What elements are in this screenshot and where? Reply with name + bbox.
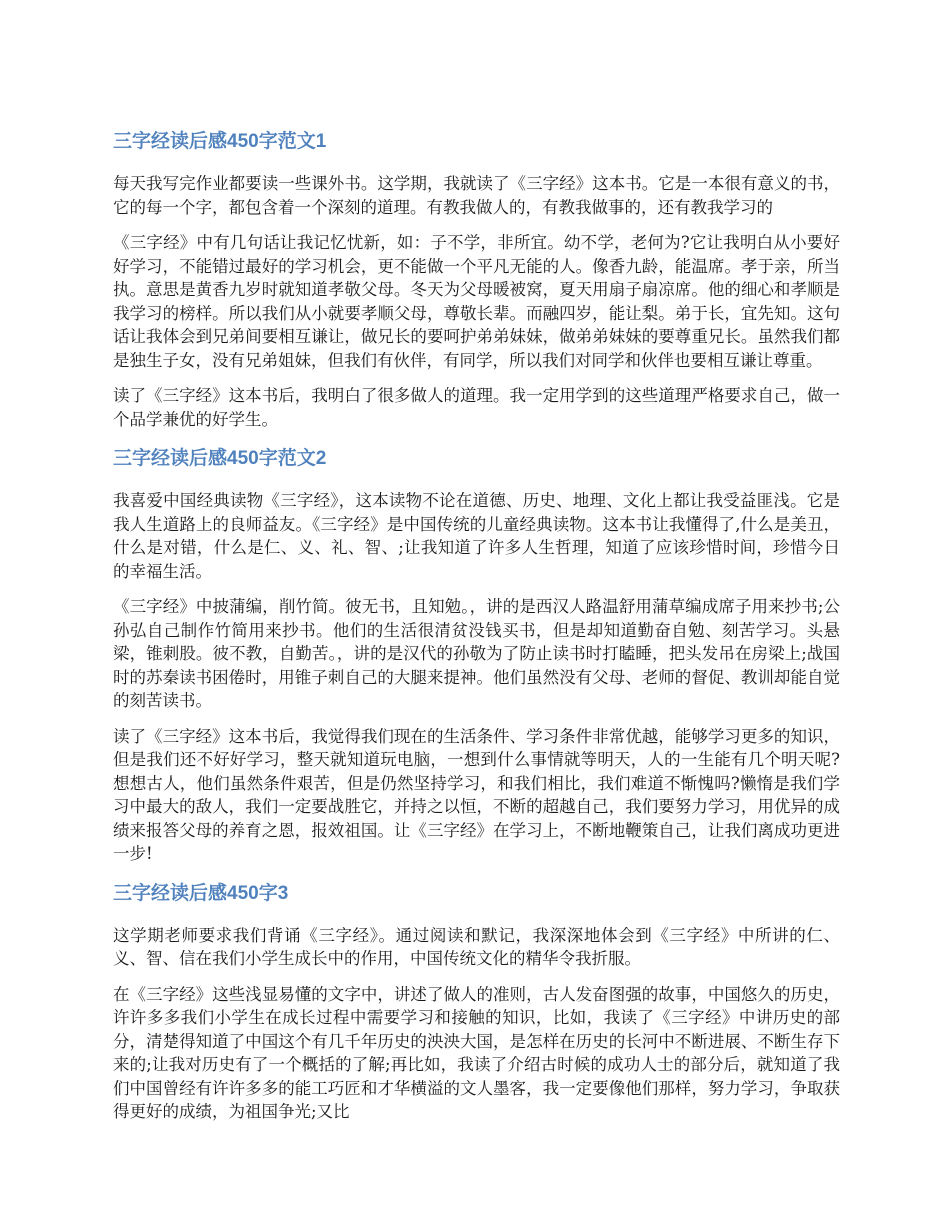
essay-section-3 bbox=[113, 878, 840, 1124]
paragraph: 在《三字经》这些浅显易懂的文字中，讲述了做人的准则，古人发奋图强的故事，中国悠久的历史，许许多多我们小学生在成长过程中需要学习和接触的知识，比如，我读了《三字经》中讲历史的部分，清楚得知道了中国这个有几千年历史的泱泱大国，是怎样在历史的长河中不断进展、不断生存下来的;让我对历史有了一个概括的了解;再比如，我读了介绍古时候的成功人士的部分后，就知道了我们中国曾经有许许多多的能工巧匠和才华横溢的文人墨客，我一定要像他们那样，努力学习，争取获得更好的成绩，为祖国争光;又比 bbox=[113, 984, 840, 1121]
essay-section-2 bbox=[113, 443, 840, 866]
section-heading: 三字经读后感450字范文1 bbox=[113, 131, 327, 152]
paragraph: 每天我写完作业都要读一些课外书。这学期，我就读了《三字经》这本书。它是一本很有意义的书，它的每一个字，都包含着一个深刻的道理。有教我做人的，有教我做事的，还有教我学习的 bbox=[113, 174, 840, 217]
essay-section-1 bbox=[113, 126, 840, 431]
paragraph: 《三字经》中有几句话让我记忆忧新，如：子不学，非所宜。幼不学，老何为?它让我明白从小要好好学习，不能错过最好的学习机会，更不能做一个平凡无能的人。像香九龄，能温席。孝于亲，所当执。意思是黄香九岁时就知道孝敬父母。冬天为父母暖被窝，夏天用扇子扇凉席。他的细心和孝顺是我学习的榜样。所以我们从小就要孝顺父母，尊敬长辈。而融四岁，能让梨。弟于长，宜先知。这句话让我体会到兄弟间要相互谦让，做兄长的要呵护弟弟妹妹，做弟弟妹妹的要尊重兄长。虽然我们都是独生子女，没有兄弟姐妹，但我们有伙伴，有同学，所以我们对同学和伙伴也要相互谦让尊重。 bbox=[113, 233, 840, 370]
paragraph: 我喜爱中国经典读物《三字经》，这本读物不论在道德、历史、地理、文化上都让我受益匪浅。它是我人生道路上的良师益友。《三字经》是中国传统的儿童经典读物。这本书让我懂得了,什么是美丑，什么是对错，什么是仁、义、礼、智、;让我知道了许多人生哲理，知道了应该珍惜时间，珍惜今日的幸福生活。 bbox=[113, 491, 840, 581]
paragraph: 《三字经》中披蒲编，削竹简。彼无书，且知勉。，讲的是西汉人路温舒用蒲草编成席子用来抄书;公孙弘自己制作竹简用来抄书。他们的生活很清贫没钱买书，但是却知道勤奋自勉、刻苦学习。头悬梁，锥刺股。彼不教，自勤苦。，讲的是汉代的孙敬为了防止读书时打瞌睡，把头发吊在房梁上;战国时的苏秦读书困倦时，用锥子刺自己的大腿来提神。他们虽然没有父母、老师的督促、教训却能自觉的刻苦读书。 bbox=[113, 597, 840, 710]
paragraph: 读了《三字经》这本书后，我觉得我们现在的生活条件、学习条件非常优越，能够学习更多的知识，但是我们还不好好学习，整天就知道玩电脑，一想到什么事情就等明天，人的一生能有几个明天呢?想想古人，他们虽然条件艰苦，但是仍然坚持学习，和我们相比，我们难道不惭愧吗?懒惰是我们学习中最大的敌人，我们一定要战胜它，并持之以恒，不断的超越自己，我们要努力学习，用优异的成绩来报答父母的养育之恩，报效祖国。让《三字经》在学习上，不断地鞭策自己，让我们离成功更进一步! bbox=[113, 726, 840, 863]
section-heading: 三字经读后感450字3 bbox=[113, 882, 289, 904]
paragraph: 读了《三字经》这本书后，我明白了很多做人的道理。我一定用学到的这些道理严格要求自己，做一个品学兼优的好学生。 bbox=[113, 386, 840, 429]
paragraph: 这学期老师要求我们背诵《三字经》。通过阅读和默记，我深深地体会到《三字经》中所讲的仁、义、智、信在我们小学生成长中的作用，中国传统文化的精华令我折服。 bbox=[113, 925, 840, 968]
section-heading: 三字经读后感450字范文2 bbox=[113, 448, 327, 469]
document-body bbox=[113, 126, 840, 1136]
